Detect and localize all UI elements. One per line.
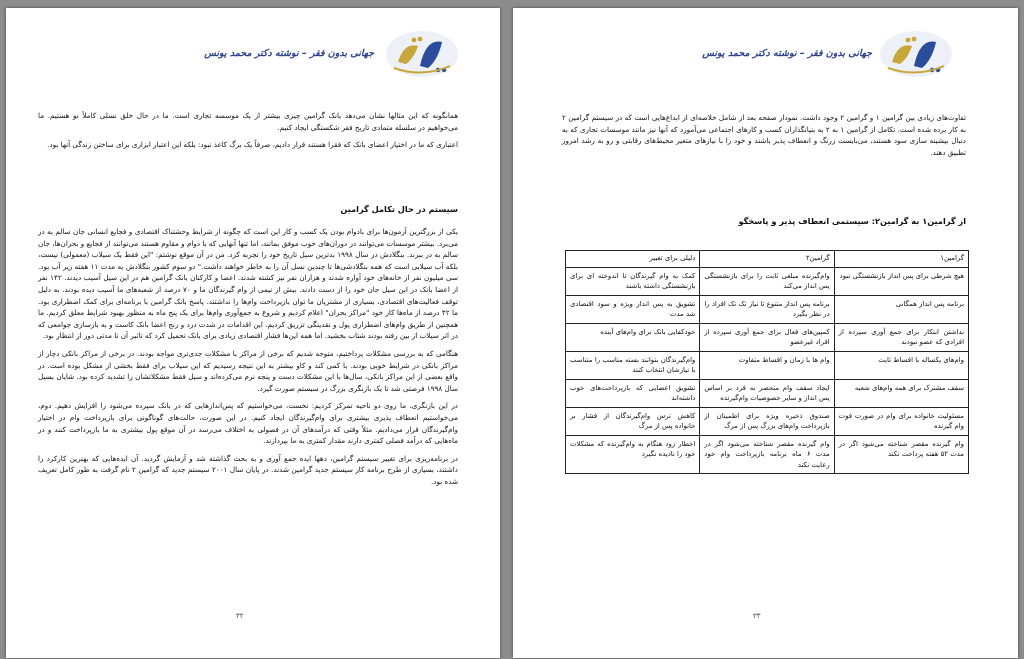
paragraph: در برنامه‌ریزی برای تغییر سیستم گرامین، دهها ایده جمع آوری و به بحث گذاشته شد و آزمایش گردید. آن ایده‌هایی که بهترین کارکرد را داشتند، بسیاری از طرح برنامه کار سیستم جدید گرامین شدند. در پایان سال ۲۰۰۱ سیستم جدید که گرامین ۲ نام گرفت به طور کامل تعریف شده بود. <box>38 453 458 486</box>
paragraph: تفاوت‌های زیادی بین گرامین ۱ و گرامین ۲ وجود داشت. نمودار صفحه بعد از شامل خلاصه‌ای از ابداع‌هایی است که در سیستم گرامین ۲ به کار برده شده است. تکامل از گرامین ۱ به ۲ به بنیانگذاران کسب و کارهای اجتماعی می‌آموزد که آنها نیز مانند موسسات تجاری که به دنبال بیشینه سازی سود هستند، می‌بایست زرنگ و انعطاف پذیر باشند و خود را با نیازهای متغیر محیط‌های رقابتی و رو به رشد امروز تطبیق دهند. <box>562 113 967 157</box>
table-cell: وام‌های یکساله با اقساط ثابت <box>834 351 968 379</box>
paragraph: هنگامی که به بررسی مشکلات پرداختیم، متوجه شدیم که برخی از مراکز با مشکلات جدی‌تری مواجه بودند. در برخی از مراکز بانکی دچار از مراکز بانکی در شرایط خوبی بودند. با کمی کند و کاو بیشتر به این نتیجه رسیدیم که این سیلاب برای فقط بخشی از مشکل بوده است. در واقع بعضی از این مراکز بانکی، سال‌ها با این مشکلات دست و پنجه نرم می‌کرده‌اند و سیل فقط مشکلاتشان را تشدید کرده بود. شایان بسیل سال ۱۹۹۸ فرصتی شد تا یک بازنگری بزرگ در سیستم صورت گیرد. <box>38 348 458 393</box>
intro-section <box>562 112 966 164</box>
table-row <box>566 407 969 435</box>
table-cell: نداشتن ابتکار برای جمع آوری سپرده از افرادی که عضو نبودند <box>834 323 968 351</box>
table-row <box>566 351 969 379</box>
intro-section <box>38 110 458 157</box>
table-row <box>566 435 969 474</box>
paragraph: همانگونه که این مثالها نشان می‌دهد بانک گرامین چیزی بیشتر از یک موسسه تجاری است. ما در حال خلق نسلی کاملاً نو هستیم. ما می‌خواهیم در سلسله متمادی تاریخ فقر شکستگی ایجاد کنیم. <box>38 111 458 132</box>
table-cell: کمپین‌های فعال برای جمع آوری سپرده از افراد غیرعضو <box>700 323 834 351</box>
table-cell: کاهش ترس وام‌گیرندگان از فشار بر خانواده پس از مرگ <box>566 407 700 435</box>
page-header <box>513 26 1018 86</box>
paragraph: یکی از بزرگترین آزمون‌ها برای بادوام بودن یک کسب و کار این است که چگونه از شرایط وحشتناک اقتصادی و فجایع انسانی جان سالم به در می‌برد. بیشتر موسسات می‌توانند در دوران‌های خوب موفق بمانند، اما تنها آنهایی که با دوام و مقاوم هستند می‌توانند از فجایع و بحران‌ها، جان سالم به در ببرند. بنگلادش در سال ۱۹۹۸ بدترین سیل تاریخ خود را تجربه کرد. من در آن موقع نوشتم: "این فقط یک سیلاب (معمولی) نیست، بلکه آب سیلابی است که همه بنگلادشی‌ها تا چندین نسل آن را به خاطر خواهند داشت." دو سوم کشور بنگلادش به مدت ۱۱ هفته زیر آب بود. سی میلیون نفر از خانه‌های خود آواره شدند و هزاران نفر نیز کشته شدند. اعضا و کارکنان بانک گرامین هم در این سیل آسیب دیدند. ۱۴۲ نفر از اعضا بانک در این سیل جان خود را از دست دادند. بیش از نیمی از وام گیرندگان ما و ۷۰ درصد از شعبه‌های ما آسیب دیده بودند. به دلیل توقف فعالیت‌های اقتصادی، بسیاری از مشتریان ما توان بازپرداخت وام‌ها را نداشتند. پاسخ بانک گرامین با برنامه‌ای برای کمک اضطراری بود. ما ۴۲ درصد از ماه‌ها کار خود "مراکز بحران" اعلام کردیم و شروع به جمع‌آوری وام‌ها برای یک پنج ماه به منظور بهبود شرایط معلق کردیم. ما همچنین از طریق وام‌های اضطراری پول و نقدینگی تزریق کردیم. این اقدامات در شدت درد و رنج اعضا بانک کاست و به بازسازی جوامعی که در اثر سیلاب از بین رفته بودند شتاب بخشید. اما همه این‌ها فشار اقتصادی زیادی برای بانک تحمیل کرد که تاثیر آن تا مدتی دور از انتظار بود. <box>38 227 459 341</box>
logo-graphic <box>384 28 460 80</box>
paragraph: اعتباری که ما در اختیار اعضای بانک که فقرا هستند قرار دادیم، صرفاً یک برگ کاغذ نبود: بلکه این اعتبار ابزاری برای ساختن زندگی آنها بود. <box>47 140 458 150</box>
publisher-logo <box>878 28 954 80</box>
table-cell: ایجاد سقف وام منحصر به فرد بر اساس پس انداز و سایر خصوصیات وام‌گیرنده <box>700 379 834 407</box>
column-header: دلیلی برای تغییر <box>566 251 700 268</box>
table-row <box>566 323 969 351</box>
table-cell: برنامه پس انداز همگانی <box>834 295 968 323</box>
table-cell: صندوق ذخیره ویژه برای اطمینان از بازپرداخت وام‌های بزرگ پس از مرگ <box>700 407 834 435</box>
header-title: جهانی بدون فقر – نوشته دکتر محمد یونس <box>702 48 872 59</box>
page-number: ۳۳ <box>753 612 761 620</box>
table-cell: مسئولیت خانواده برای وام در صورت فوت وام گیرنده <box>834 407 968 435</box>
table-cell: وام‌گیرنده مبلغی ثابت را برای بازنشستگی پس انداز می‌کند <box>700 267 834 295</box>
section-heading: از گرامین۱ به گرامین۲: سیستمی انعطاف پذیر و پاسخگو <box>738 216 966 226</box>
paragraph: در این بازنگری، ما روی دو ناحیه تمرکز کردیم: نخست، می‌خواستیم که پس‌اندازهایی که در بانک سپرده می‌شود را افزایش دهیم. دوم، می‌خواستیم انعطاف پذیری بیشتری برای وام‌گیرندگان ایجاد کنیم. در این صورت، حالت‌های گوناگونی برای بازپرداخت وام در اختیار وام‌گیرندگان قرار می‌دادیم. مثلاً وقتی که درآمدهای آن در فصولی به اختلاف می‌رسد در آن موقع پول بیشتری به ما بازپرداخت کنند و در ماه‌هایی که درآمد فصلی کمتری دارند مقدار کمتری به ما بپردازند. <box>38 401 458 446</box>
table-cell: وام گیرنده مقصر شناخته می‌شود اگر در مدت ۶ ماه برنامه بازپرداخت وام خود رعایت نکند <box>700 435 834 474</box>
comparison-table <box>565 250 969 474</box>
header-title: جهانی بدون فقر – نوشته دکتر محمد یونس <box>204 48 374 59</box>
table-cell: اخطار زود هنگام به وام‌گیرنده که مشکلات خود را نادیده نگیرد <box>566 435 700 474</box>
main-section <box>38 226 458 493</box>
page-header <box>6 26 500 86</box>
table-cell: تشویق به پس انداز ویژه و سود اقتصادی شد مدت <box>566 295 700 323</box>
page-number: ۳۲ <box>236 612 244 620</box>
table-cell: برنامه پس انداز متنوع تا نیاز تک تک افراد را در نظر بگیرد <box>700 295 834 323</box>
logo-graphic <box>878 28 954 80</box>
table-header-row <box>566 251 969 268</box>
table-row <box>566 267 969 295</box>
table-cell: وام ها با زمان و اقساط متفاوت <box>700 351 834 379</box>
column-header: گرامین۱ <box>834 251 968 268</box>
table-cell: کمک به وام گیرندگان تا اندوخته ای برای بازنشستگی داشته باشند <box>566 267 700 295</box>
table-cell: وام‌گیرندگان بتوانند بسته مناسب را متناسب با نیازشان انتخاب کنند <box>566 351 700 379</box>
document-page-left <box>6 8 500 658</box>
publisher-logo <box>384 28 460 80</box>
table-cell: وام گیرنده مقصر شناخته می‌شود اگر در مدت ۵۲ هفته پرداخت نکند <box>834 435 968 474</box>
table-row <box>566 295 969 323</box>
section-heading: سیستم در حال تکامل گرامین <box>340 204 458 214</box>
table-row <box>566 379 969 407</box>
column-header: گرامین۲ <box>700 251 834 268</box>
table-cell: سقف مشترک برای همه وام‌های شعبه <box>834 379 968 407</box>
table-cell: خودکفایی بانک برای وام‌های آینده <box>566 323 700 351</box>
table-cell: تشویق اعضایی که بازپرداخت‌های خوب داشته‌اند <box>566 379 700 407</box>
table-cell: هیچ شرطی برای پس انداز بازنشستگی نبود <box>834 267 968 295</box>
document-page-right <box>513 8 1018 658</box>
